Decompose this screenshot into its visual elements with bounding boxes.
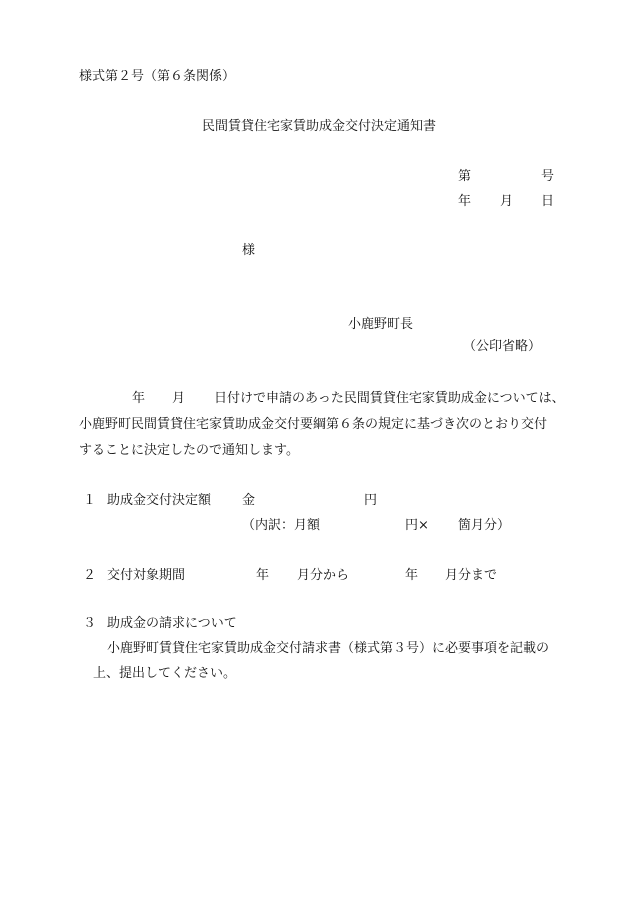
body-line1-text: 日付けで申請のあった民間賃貸住宅家賃助成金については、 bbox=[214, 391, 565, 406]
date-day: 日 bbox=[541, 194, 555, 209]
item3-line1: 小鹿野町賃貸住宅家賃助成金交付請求書（様式第３号）に必要事項を記載の bbox=[107, 641, 550, 656]
item2-end-month-until: 月分まで bbox=[445, 568, 498, 583]
body-line1-year: 年 bbox=[132, 391, 146, 406]
item2-label: 交付対象期間 bbox=[107, 568, 186, 583]
date-month: 月 bbox=[500, 194, 514, 209]
date-year: 年 bbox=[458, 194, 472, 209]
item1-yen: 円 bbox=[364, 493, 378, 508]
item2-end-year: 年 bbox=[405, 568, 419, 583]
addressee-honorific: 様 bbox=[242, 243, 256, 258]
document-title: 民間賃貸住宅家賃助成金交付決定通知書 bbox=[202, 119, 437, 134]
item2-start-month-from: 月分から bbox=[297, 568, 350, 583]
seal-omitted-note: （公印省略） bbox=[463, 339, 542, 354]
item2-start-year: 年 bbox=[256, 568, 270, 583]
issuer-name: 小鹿野町長 bbox=[348, 317, 414, 332]
item1-number: １ bbox=[83, 493, 97, 508]
doc-number-suffix: 号 bbox=[541, 169, 555, 184]
item3-line2: 上、提出してください。 bbox=[93, 666, 237, 681]
item1-kin: 金 bbox=[242, 493, 256, 508]
item2-number: ２ bbox=[83, 568, 97, 583]
item1-breakdown-yen-times: 円× bbox=[405, 518, 429, 533]
body-line2: 小鹿野町民間賃貸住宅家賃助成金交付要綱第６条の規定に基づき次のとおり交付 bbox=[79, 417, 548, 432]
item3-number: ３ bbox=[83, 616, 97, 631]
body-line3: することに決定したので通知します。 bbox=[79, 443, 299, 458]
body-line1-month: 月 bbox=[172, 391, 186, 406]
item1-breakdown-open: （内訳：月額 bbox=[242, 518, 321, 533]
item1-label: 助成金交付決定額 bbox=[107, 493, 212, 508]
item1-breakdown-close: 箇月分） bbox=[458, 518, 511, 533]
item3-label: 助成金の請求について bbox=[107, 616, 237, 631]
doc-number-prefix: 第 bbox=[458, 169, 472, 184]
form-number: 様式第２号（第６条関係） bbox=[79, 69, 236, 84]
